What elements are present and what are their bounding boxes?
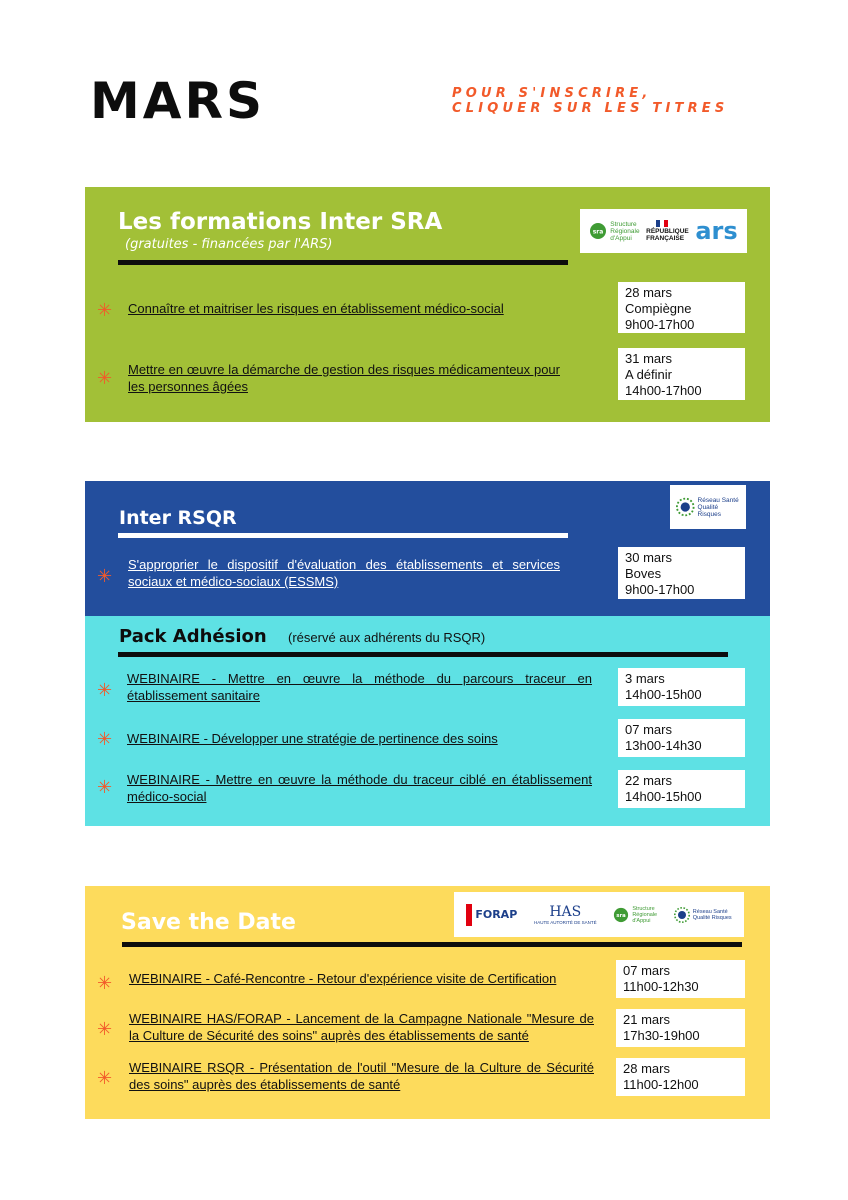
logo-text: Qualité Risques <box>697 503 721 518</box>
logo-text: Structure <box>632 905 655 912</box>
time: 11h00-12h00 <box>623 1077 699 1092</box>
asterisk-icon: ✳ <box>97 1019 113 1040</box>
date: 22 mars <box>625 773 672 788</box>
time: 14h00-15h00 <box>625 687 702 702</box>
rsqr-logo-icon <box>674 907 690 923</box>
rsqr-logo <box>670 485 746 529</box>
time: 9h00-17h00 <box>625 582 695 597</box>
training-title-link[interactable]: S'approprier le dispositif d'évaluation des établissements et services sociaux et médico-sociaux (ESSMS) <box>128 557 560 589</box>
webinar-title-link[interactable]: WEBINAIRE - Mettre en œuvre la méthode du parcours traceur en établissement sanitaire <box>127 671 592 703</box>
time: 11h00-12h30 <box>623 979 699 994</box>
signup-note-line: CLIQUER SUR LES TITRES <box>452 101 729 116</box>
logo-text: Régionale <box>610 227 640 235</box>
date: 07 mars <box>623 963 670 978</box>
signup-note-line: POUR S'INSCRIRE, <box>452 86 652 101</box>
sra-logo <box>589 221 639 242</box>
date-box <box>618 668 745 706</box>
webinar-title-link[interactable]: WEBINAIRE HAS/FORAP - Lancement de la Campagne Nationale "Mesure de la Culture de Sécurité des soins" auprès des établissements de santé <box>129 1011 594 1043</box>
section-subtitle: (gratuites - financées par l'ARS) <box>125 237 333 252</box>
date-box <box>616 960 745 998</box>
date: 30 mars <box>625 550 672 565</box>
place: Compiègne <box>625 301 692 316</box>
rsqr-logo-icon <box>676 497 695 517</box>
webinar-title-link[interactable]: WEBINAIRE RSQR - Présentation de l'outil "Mesure de la Culture de Sécurité des soins" auprès des établissements de santé <box>129 1060 594 1092</box>
webinar-title-link[interactable]: WEBINAIRE - Développer une stratégie de pertinence des soins <box>127 731 498 746</box>
training-title-link[interactable]: Connaître et maitriser les risques en établissement médico-social <box>128 301 504 316</box>
section-title: Pack Adhésion <box>119 626 267 647</box>
time: 17h30-19h00 <box>623 1028 700 1043</box>
forap-logo <box>466 904 517 926</box>
flag-icon <box>656 220 668 227</box>
date-box <box>618 719 745 757</box>
logo-text: d'Appui <box>632 917 651 924</box>
logo-text: Réseau Santé <box>697 496 739 504</box>
date-box <box>618 770 745 808</box>
webinar-title-link[interactable]: WEBINAIRE - Café-Rencontre - Retour d'expérience visite de Certification <box>129 971 557 986</box>
date: 28 mars <box>623 1061 670 1076</box>
signup-note <box>452 86 752 116</box>
section-save-the-date <box>85 886 770 1119</box>
place: Boves <box>625 566 662 581</box>
page-title: MARS <box>90 72 265 130</box>
section-pack-adhesion <box>85 616 770 826</box>
section-rule <box>118 652 728 657</box>
section-title: Save the Date <box>121 910 296 935</box>
date: 3 mars <box>625 671 665 686</box>
logo-text: Structure <box>610 220 637 228</box>
section-rule <box>118 260 568 265</box>
asterisk-icon: ✳ <box>97 777 113 798</box>
logo-text: HAS <box>549 903 582 920</box>
asterisk-icon: ✳ <box>97 566 113 587</box>
asterisk-icon: ✳ <box>97 368 113 389</box>
forap-logo-mark <box>466 904 472 926</box>
section-note: (réservé aux adhérents du RSQR) <box>288 630 486 645</box>
date-box <box>616 1058 745 1096</box>
time: 9h00-17h00 <box>625 317 695 332</box>
time: 13h00-14h30 <box>625 738 702 753</box>
rsqr-logo <box>674 907 732 923</box>
logo-text: Réseau Santé <box>692 908 728 915</box>
time: 14h00-15h00 <box>625 789 702 804</box>
time: 14h00-17h00 <box>625 383 702 398</box>
has-logo <box>534 905 597 925</box>
date: 21 mars <box>623 1012 670 1027</box>
section-inter-rsqr <box>85 481 770 616</box>
sra-logo <box>613 906 657 924</box>
section-title: Les formations Inter SRA <box>118 209 443 235</box>
date: 28 mars <box>625 285 672 300</box>
rsqr-logo-mark <box>676 497 740 518</box>
date: 31 mars <box>625 351 672 366</box>
logo-text: Régionale <box>632 911 658 918</box>
partner-logos <box>580 209 747 253</box>
date-box <box>616 1009 745 1047</box>
ars-logo <box>695 219 737 243</box>
asterisk-icon: ✳ <box>97 973 113 994</box>
logo-text: Qualité Risques <box>692 914 732 921</box>
logo-text: FORAP <box>475 908 518 921</box>
section-rule <box>122 942 742 947</box>
svg-text:sra: sra <box>592 228 604 236</box>
place: A définir <box>625 367 672 382</box>
logo-text: RÉPUBLIQUE <box>646 228 689 235</box>
date-box <box>618 547 745 599</box>
partner-logos <box>454 892 744 937</box>
date: 07 mars <box>625 722 672 737</box>
svg-text:sra: sra <box>616 912 627 919</box>
training-title-link[interactable]: Mettre en œuvre la démarche de gestion des risques médicamenteux pour les personnes âgées <box>128 362 560 394</box>
sra-logo-icon <box>613 907 629 923</box>
asterisk-icon: ✳ <box>97 680 113 701</box>
section-title: Inter RSQR <box>119 507 237 529</box>
webinar-title-link[interactable]: WEBINAIRE - Mettre en œuvre la méthode du traceur ciblé en établissement médico-social <box>127 772 592 804</box>
logo-text: FRANÇAISE <box>646 235 685 242</box>
section-rule <box>118 533 568 538</box>
asterisk-icon: ✳ <box>97 729 113 750</box>
logo-text: d'Appui <box>610 234 632 242</box>
republique-francaise-logo <box>646 220 689 242</box>
ars-logo-text: ars <box>695 217 738 245</box>
asterisk-icon: ✳ <box>97 300 113 321</box>
asterisk-icon: ✳ <box>97 1068 113 1089</box>
date-box <box>618 282 745 333</box>
date-box <box>618 348 745 400</box>
section-inter-sra <box>85 187 770 422</box>
logo-text: HAUTE AUTORITÉ DE SANTÉ <box>533 919 597 925</box>
sra-logo-icon <box>589 222 607 240</box>
